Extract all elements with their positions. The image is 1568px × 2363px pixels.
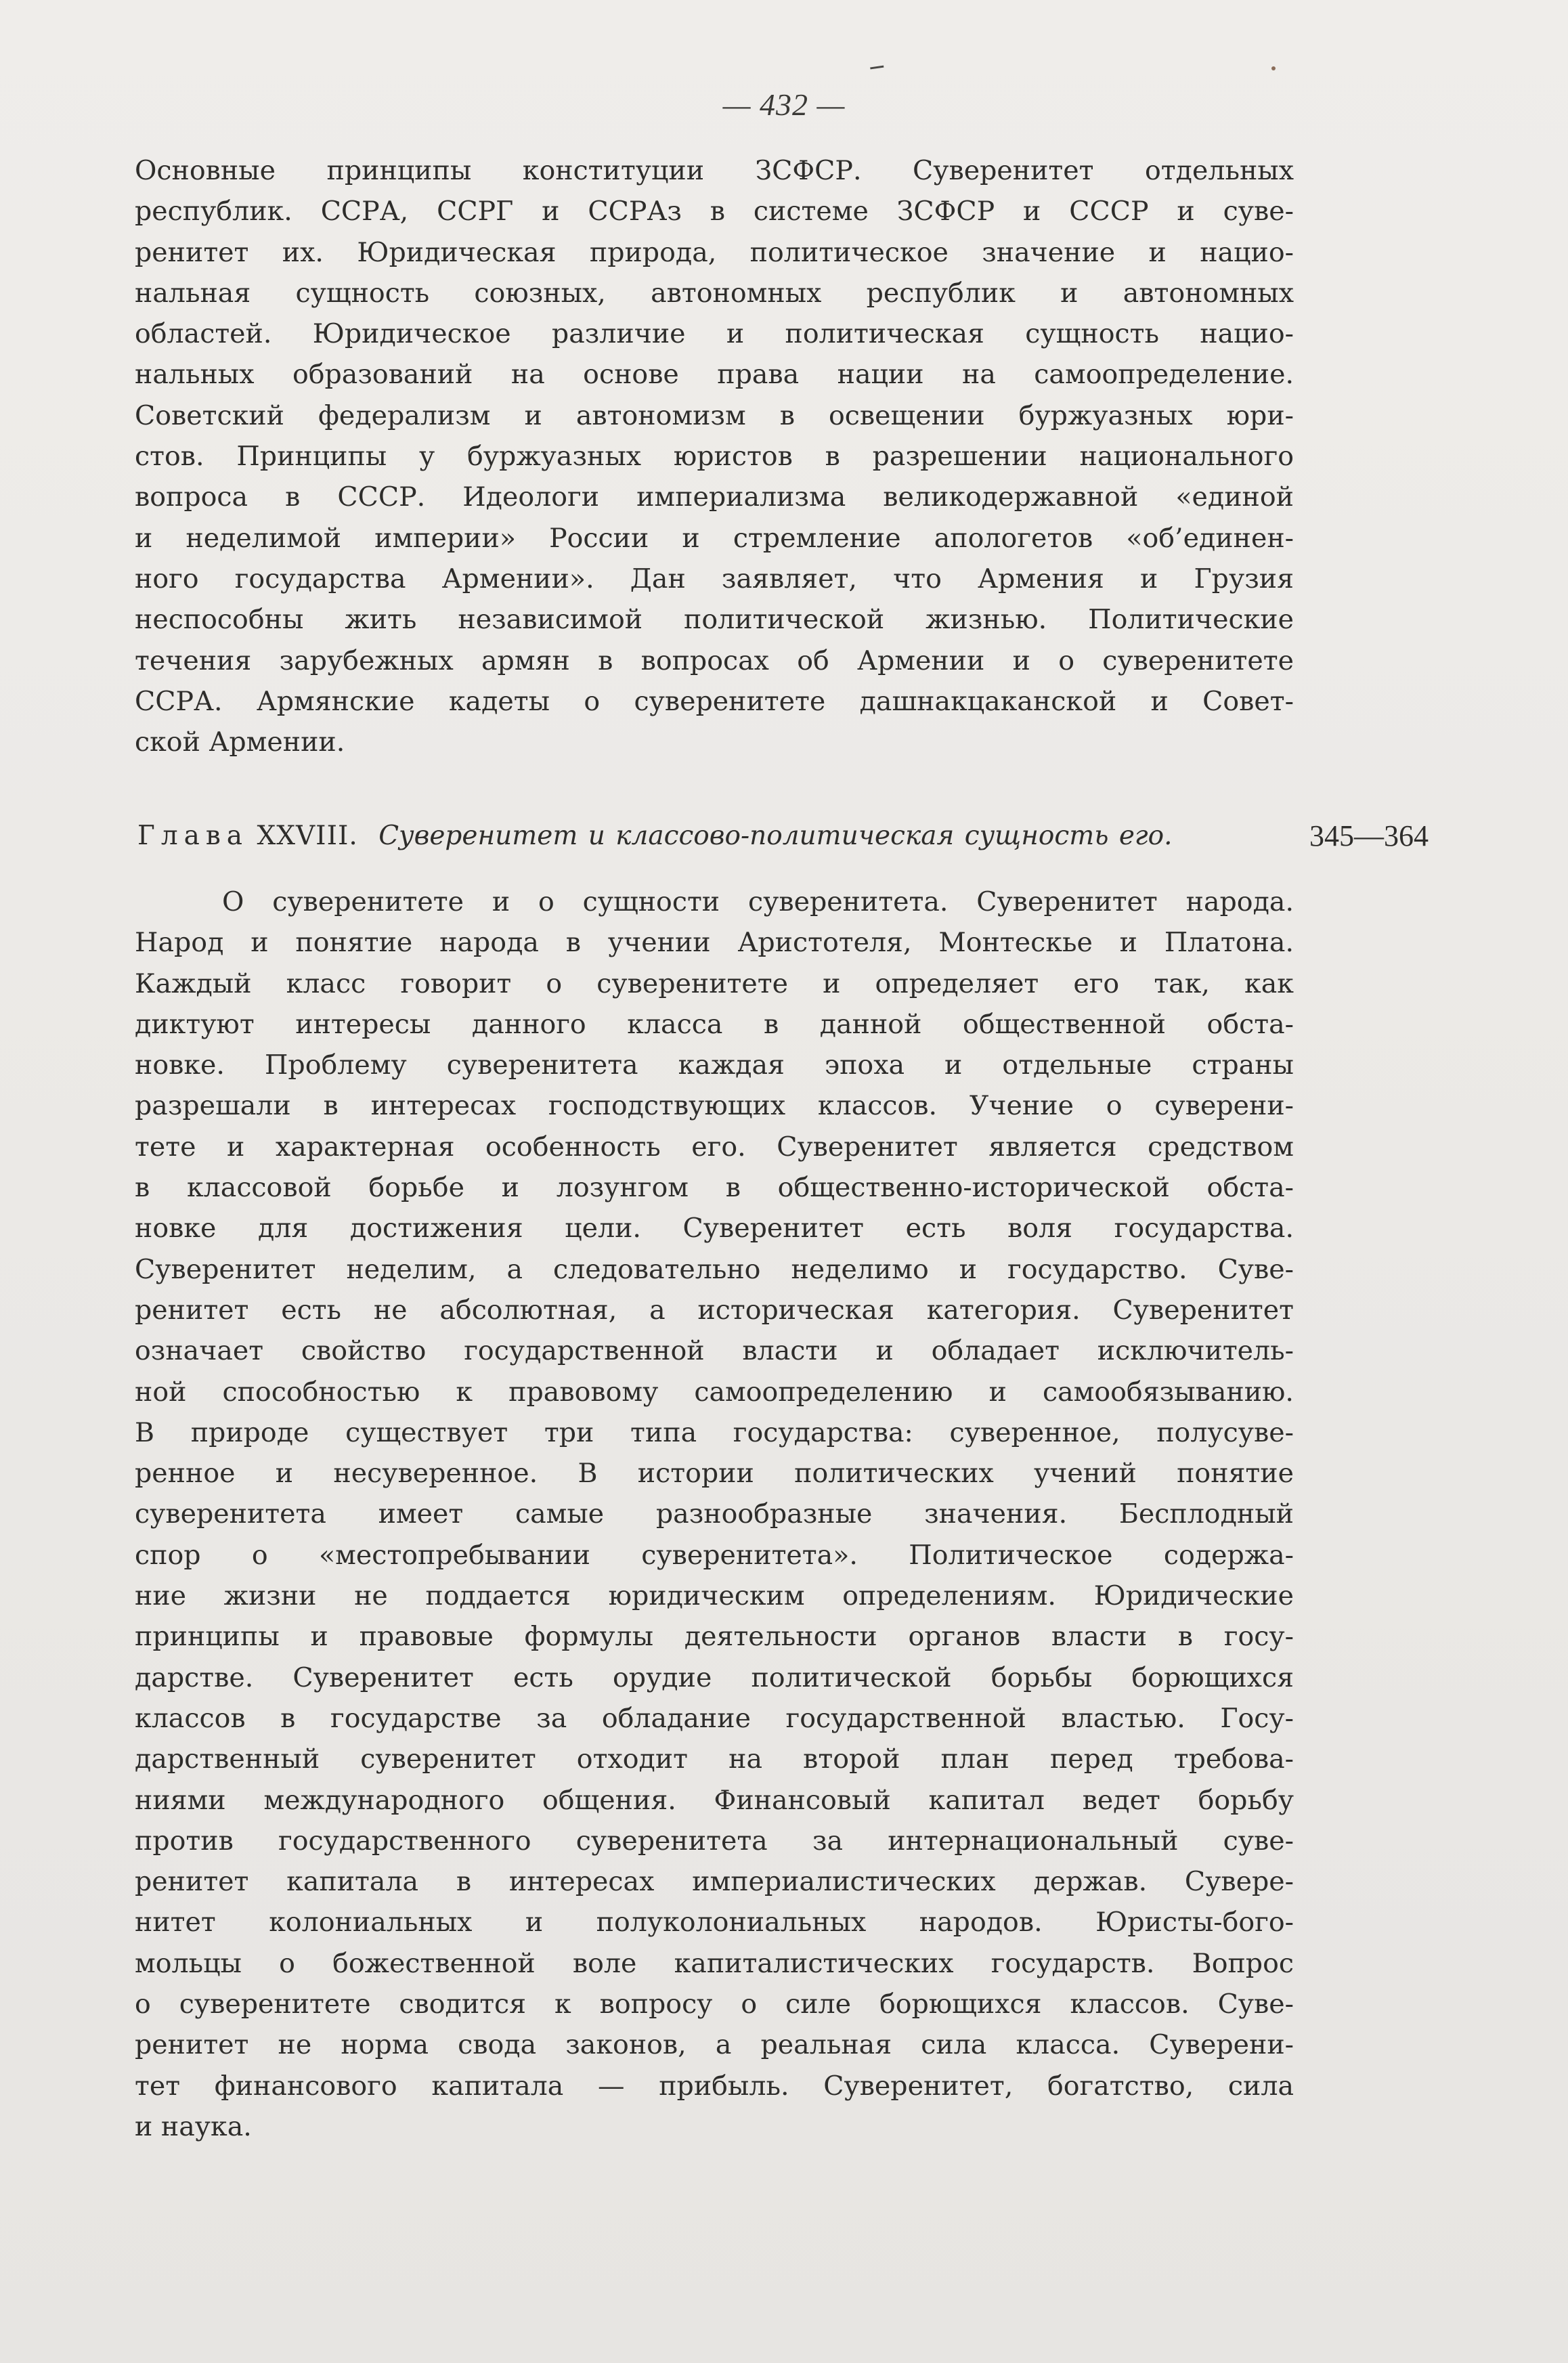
chapter-number: XXVIII. bbox=[257, 821, 358, 851]
text-line: Суверенитет неделим, а следовательно неделимо и государство. Суве- bbox=[135, 1253, 1294, 1285]
pencil-mark bbox=[870, 66, 885, 77]
text-line: вопроса в СССР. Идеологи империализма великодержавной «единой bbox=[135, 481, 1294, 513]
page-number: — 432 — bbox=[722, 87, 846, 122]
text-line: спор о «местопребывании суверенитета». Политическое содержа- bbox=[135, 1539, 1294, 1571]
text-line: разрешали в интересах господствующих классов. Учение о суверени- bbox=[135, 1090, 1294, 1122]
text-line: и неделимой империи» России и стремление апологетов «об’единен- bbox=[135, 522, 1294, 554]
text-line: дарстве. Суверенитет есть орудие политической борьбы борющихся bbox=[135, 1662, 1294, 1693]
text-line: ниями международного общения. Финансовый капитал ведет борьбу bbox=[135, 1784, 1294, 1816]
text-line: Каждый класс говорит о суверенитете и определяет его так, как bbox=[135, 968, 1294, 999]
intro-paragraph bbox=[135, 150, 1294, 762]
chapter-page-range: 345—364 bbox=[1309, 819, 1429, 852]
text-line: Советский федерализм и автономизм в освещении буржуазных юри- bbox=[135, 399, 1294, 431]
text-line: о суверенитете сводится к вопросу о силе борющихся классов. Суве- bbox=[135, 1989, 1294, 2020]
text-line: Народ и понятие народа в учении Аристотеля, Монтескье и Платона. bbox=[135, 927, 1294, 959]
text-line: означает свойство государственной власти и обладает исключитель- bbox=[135, 1335, 1294, 1367]
text-line: ской Армении. bbox=[135, 727, 345, 758]
text-line: ренитет капитала в интересах империалистических держав. Сувере- bbox=[135, 1866, 1294, 1898]
ink-dot bbox=[1271, 66, 1276, 70]
chapter-label: Глава bbox=[137, 821, 249, 851]
text-line: В природе существует три типа государства: суверенное, полусуве- bbox=[135, 1416, 1294, 1448]
text-line: О суверенитете и о сущности суверенитета. Суверенитет народа. bbox=[222, 886, 1294, 917]
text-line: диктуют интересы данного класса в данной общественной обста- bbox=[135, 1008, 1294, 1040]
text-line: нальная сущность союзных, автономных республик и автономных bbox=[135, 277, 1294, 309]
text-line: ренитет не норма свода законов, а реальная сила класса. Суверени- bbox=[135, 2029, 1294, 2061]
text-line: стов. Принципы у буржуазных юристов в разрешении национального bbox=[135, 441, 1294, 473]
text-line: мольцы о божественной воле капиталистических государств. Вопрос bbox=[135, 1947, 1294, 1979]
text-line: ренное и несуверенное. В истории политических учений понятие bbox=[135, 1458, 1294, 1490]
text-line: суверенитета имеет самые разнообразные значения. Бесплодный bbox=[135, 1498, 1294, 1530]
text-line: областей. Юридическое различие и политическая сущность нацио- bbox=[135, 318, 1294, 350]
chapter-heading bbox=[137, 816, 1429, 857]
text-line: ной способностью к правовому самоопределению и самообязыванию. bbox=[135, 1376, 1294, 1408]
text-line: республик. ССРА, ССРГ и ССРАз в системе ЗСФСР и СССР и суве- bbox=[135, 196, 1294, 227]
text-line: новке для достижения цели. Суверенитет есть воля государства. bbox=[135, 1213, 1294, 1244]
text-line: новке. Проблему суверенитета каждая эпоха и отдельные страны bbox=[135, 1049, 1294, 1081]
text-line: ренитет есть не абсолютная, а историческая категория. Суверенитет bbox=[135, 1294, 1294, 1326]
text-line: нальных образований на основе права нации на самоопределение. bbox=[135, 359, 1294, 391]
chapter-summary-paragraph bbox=[135, 882, 1294, 2147]
text-line: ССРА. Армянские кадеты о суверенитете дашнакцаканской и Совет- bbox=[135, 685, 1294, 717]
text-line: дарственный суверенитет отходит на второй план перед требова- bbox=[135, 1743, 1294, 1775]
text-line: против государственного суверенитета за интернациональный суве- bbox=[135, 1825, 1294, 1857]
text-line: и наука. bbox=[135, 2110, 252, 2142]
text-line: неспособны жить независимой политической жизнью. Политические bbox=[135, 604, 1294, 636]
chapter-title: Суверенитет и классово-политическая сущность его. bbox=[378, 821, 1173, 851]
text-line: течения зарубежных армян в вопросах об Армении и о суверенитете bbox=[135, 645, 1294, 676]
text-line: классов в государстве за обладание государственной властью. Госу- bbox=[135, 1702, 1294, 1734]
text-line: тет финансового капитала — прибыль. Суверенитет, богатство, сила bbox=[135, 2070, 1294, 2102]
text-line: ренитет их. Юридическая природа, политическое значение и нацио- bbox=[135, 236, 1294, 268]
text-line: ного государства Армении». Дан заявляет, что Армения и Грузия bbox=[135, 563, 1294, 594]
text-line: принципы и правовые формулы деятельности органов власти в госу- bbox=[135, 1621, 1294, 1653]
text-line: тете и характерная особенность его. Суверенитет является средством bbox=[135, 1131, 1294, 1163]
text-line: нитет колониальных и полуколониальных народов. Юристы-бого- bbox=[135, 1907, 1294, 1938]
text-line: в классовой борьбе и лозунгом в общественно-исторической обста- bbox=[135, 1172, 1294, 1204]
text-line: ние жизни не поддается юридическим определениям. Юридические bbox=[135, 1580, 1294, 1612]
text-line: Основные принципы конституции ЗСФСР. Суверенитет отдельных bbox=[135, 155, 1294, 186]
